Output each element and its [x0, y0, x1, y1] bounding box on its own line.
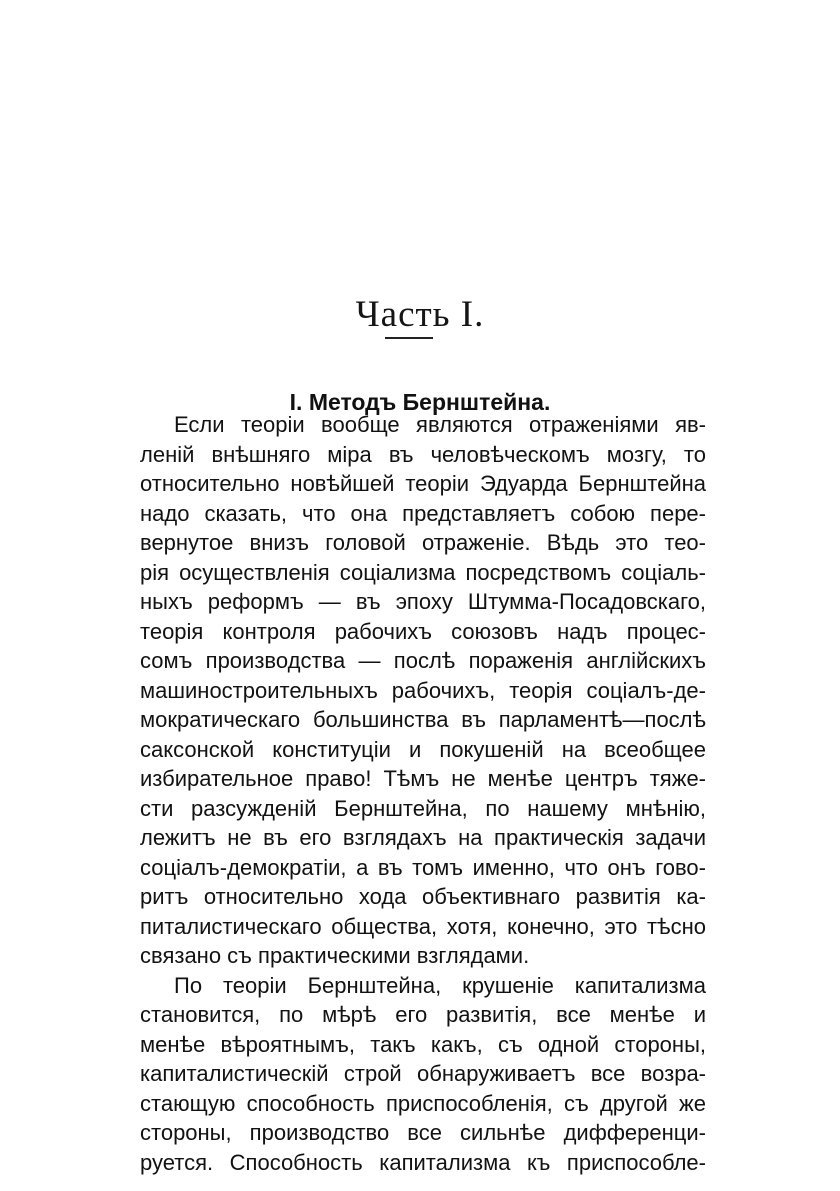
- section-divider: [385, 337, 433, 339]
- text-line: надо сказать, что она представляетъ собою пере-: [140, 500, 706, 526]
- text-line: Если теоріи вообще являются отраженіями яв-: [174, 412, 706, 437]
- text-line: ныхъ реформъ — въ эпоху Штумма-Посадовскаго,: [140, 589, 706, 614]
- text-line: леній внѣшняго міра въ человѣческомъ мозгу, то: [140, 441, 706, 467]
- text-line: относительно новѣйшей теоріи Эдуарда Бернштейна: [140, 471, 706, 496]
- text-line: ритъ относительно хода объективнаго развитія ка-: [140, 884, 706, 909]
- text-line: сти разсужденій Бернштейна, по нашему мнѣнію,: [140, 795, 706, 821]
- text-line: руется. Способность капитализма къ приспособле-: [140, 1149, 706, 1175]
- chapter-title: I. Методъ Бернштейна.: [289, 389, 551, 416]
- text-line: связано съ практическими взглядами.: [140, 943, 530, 968]
- text-line: стающую способность приспособленія, съ другой же: [140, 1090, 706, 1116]
- text-line: вернутое внизъ головой отраженіе. Вѣдь это тео-: [140, 530, 706, 555]
- text-line: саксонской конституціи и покушеній на всеобщее: [140, 736, 706, 762]
- text-line: стороны, производство все сильнѣе дифференци-: [140, 1120, 706, 1145]
- body-text: [140, 410, 706, 1177]
- text-line: По теоріи Бернштейна, крушеніе капитализма: [174, 972, 706, 998]
- text-line: соціалъ-демократіи, а въ томъ именно, что онъ гово-: [140, 854, 706, 880]
- text-line: рія осуществленія соціализма посредствомъ соціаль-: [140, 559, 706, 585]
- part-title: Часть I.: [355, 293, 485, 335]
- text-line: капиталистическій строй обнаруживаетъ все возра-: [140, 1061, 706, 1086]
- text-line: теорія контроля рабочихъ союзовъ надъ процес-: [140, 618, 706, 644]
- text-line: сомъ производства — послѣ пораженія англійскихъ: [140, 648, 706, 673]
- text-line: избирательное право! Тѣмъ не менѣе центръ тяже-: [140, 766, 706, 791]
- text-line: становится, по мѣрѣ его развитія, все менѣе и: [140, 1002, 706, 1027]
- text-line: мократическаго большинства въ парламентѣ—послѣ: [140, 707, 706, 732]
- text-line: менѣе вѣроятнымъ, такъ какъ, съ одной стороны,: [140, 1031, 706, 1057]
- text-line: лежитъ не въ его взглядахъ на практическія задачи: [140, 825, 706, 850]
- text-line: машиностроительныхъ рабочихъ, теорія соціалъ-де-: [140, 677, 706, 703]
- text-line: питалистическаго общества, хотя, конечно, это тѣсно: [140, 913, 706, 939]
